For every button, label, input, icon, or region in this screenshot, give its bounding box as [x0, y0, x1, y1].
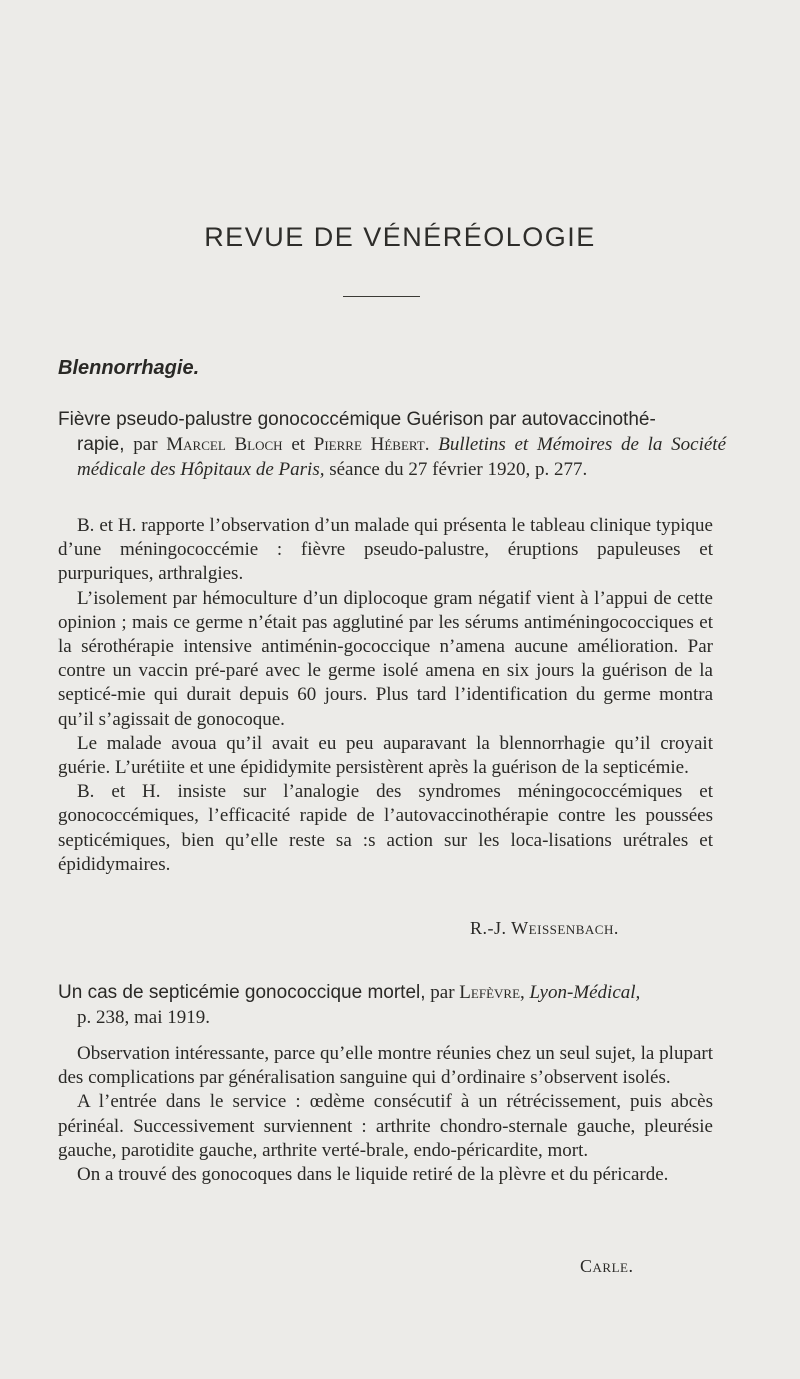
- section-heading: Blennorrhagie.: [58, 357, 200, 379]
- article2-paragraph: On a trouvé des gonocoques dans le liquide retiré de la plèvre et du péricarde.: [77, 1164, 669, 1186]
- article1-signature: R.-J. Weissenbach.: [470, 918, 619, 938]
- article1-paragraph: Le malade avoua qu’il avait eu peu auparavant la blennorrhagie qu’il croyait guérie. L’urétiite et une épididymite persistèrent après la guérison de la septicémie.: [58, 732, 713, 779]
- article1-paragraph: L’isolement par hémoculture d’un diplocoque gram négatif vient à l’appui de cette opinion ; mais ce germe n’était pas agglutiné par les sérums antiméningococciques et la sérothérapie intensive antiménin-gococcique n’amena aucune amélioration. Par contre un vaccin pré-paré avec le germe isolé amena en six jours la guérison de la septicé-mie qui durait depuis 60 jours. Plus tard l’identification du germe montra qu’il s’agissait de gonocoque.: [58, 587, 713, 730]
- article2-signature: Carle.: [580, 1256, 634, 1276]
- article1-journal: Bulletins et Mémoires de la Société médicale des Hôpitaux de Paris,: [77, 434, 726, 480]
- article1-by: par: [133, 434, 158, 455]
- article2-by: par: [430, 982, 455, 1003]
- article1-ref: séance du 27 février 1920, p. 277.: [329, 459, 588, 480]
- article2-paragraph: Observation intéressante, parce qu’elle montre réunies chez un seul sujet, la plupart des complications par généralisation sanguine qui d’ordinaire s’observent isolés.: [58, 1043, 713, 1089]
- article2-body: [58, 1042, 713, 1187]
- article2-ref: p. 238, mai 1919.: [77, 1007, 210, 1028]
- article1-author1: Marcel Bloch: [166, 434, 283, 455]
- article1-heading: Fièvre pseudo-palustre gonococcémique Guérison par autovaccinothé-: [58, 409, 656, 430]
- article2-heading-block: [58, 980, 726, 1030]
- article1-heading-block: [58, 407, 726, 482]
- article2-author: Lefèvre,: [459, 982, 525, 1003]
- article1-author2: Pierre Hébert.: [313, 434, 430, 455]
- article1-paragraph: B. et H. insiste sur l’analogie des syndromes méningococcémiques et gonococcémiques, l’efficacité rapide de l’autovaccinothérapie contre les poussées septicémiques, bien qu’elle reste sa :s action sur les loca-lisations urétrales et épididymaires.: [58, 781, 713, 875]
- article2-paragraph: A l’entrée dans le service : œdème consécutif à un rétrécissement, puis abcès périnéal. Successivement surviennent : arthrite chondro-sternale gauche, pleurésie gauche, parotidite gauche, arthrite verté-brale, endo-péricardite, mort.: [58, 1091, 713, 1161]
- article1-paragraph: B. et H. rapporte l’observation d’un malade qui présenta le tableau clinique typique d’une méningococcémie : fièvre pseudo-palustre, éruptions papuleuses et purpuriques, arthralgies.: [58, 515, 713, 585]
- article1-heading-cont: rapie,: [77, 434, 125, 455]
- article2-heading: Un cas de septicémie gonococcique mortel,: [58, 982, 426, 1003]
- page-title: REVUE DE VÉNÉRÉOLOGIE: [204, 222, 596, 252]
- article1-and: et: [291, 434, 306, 455]
- title-rule: [343, 296, 420, 297]
- article2-journal: Lyon-Médical,: [529, 982, 641, 1003]
- article1-body: [58, 514, 713, 877]
